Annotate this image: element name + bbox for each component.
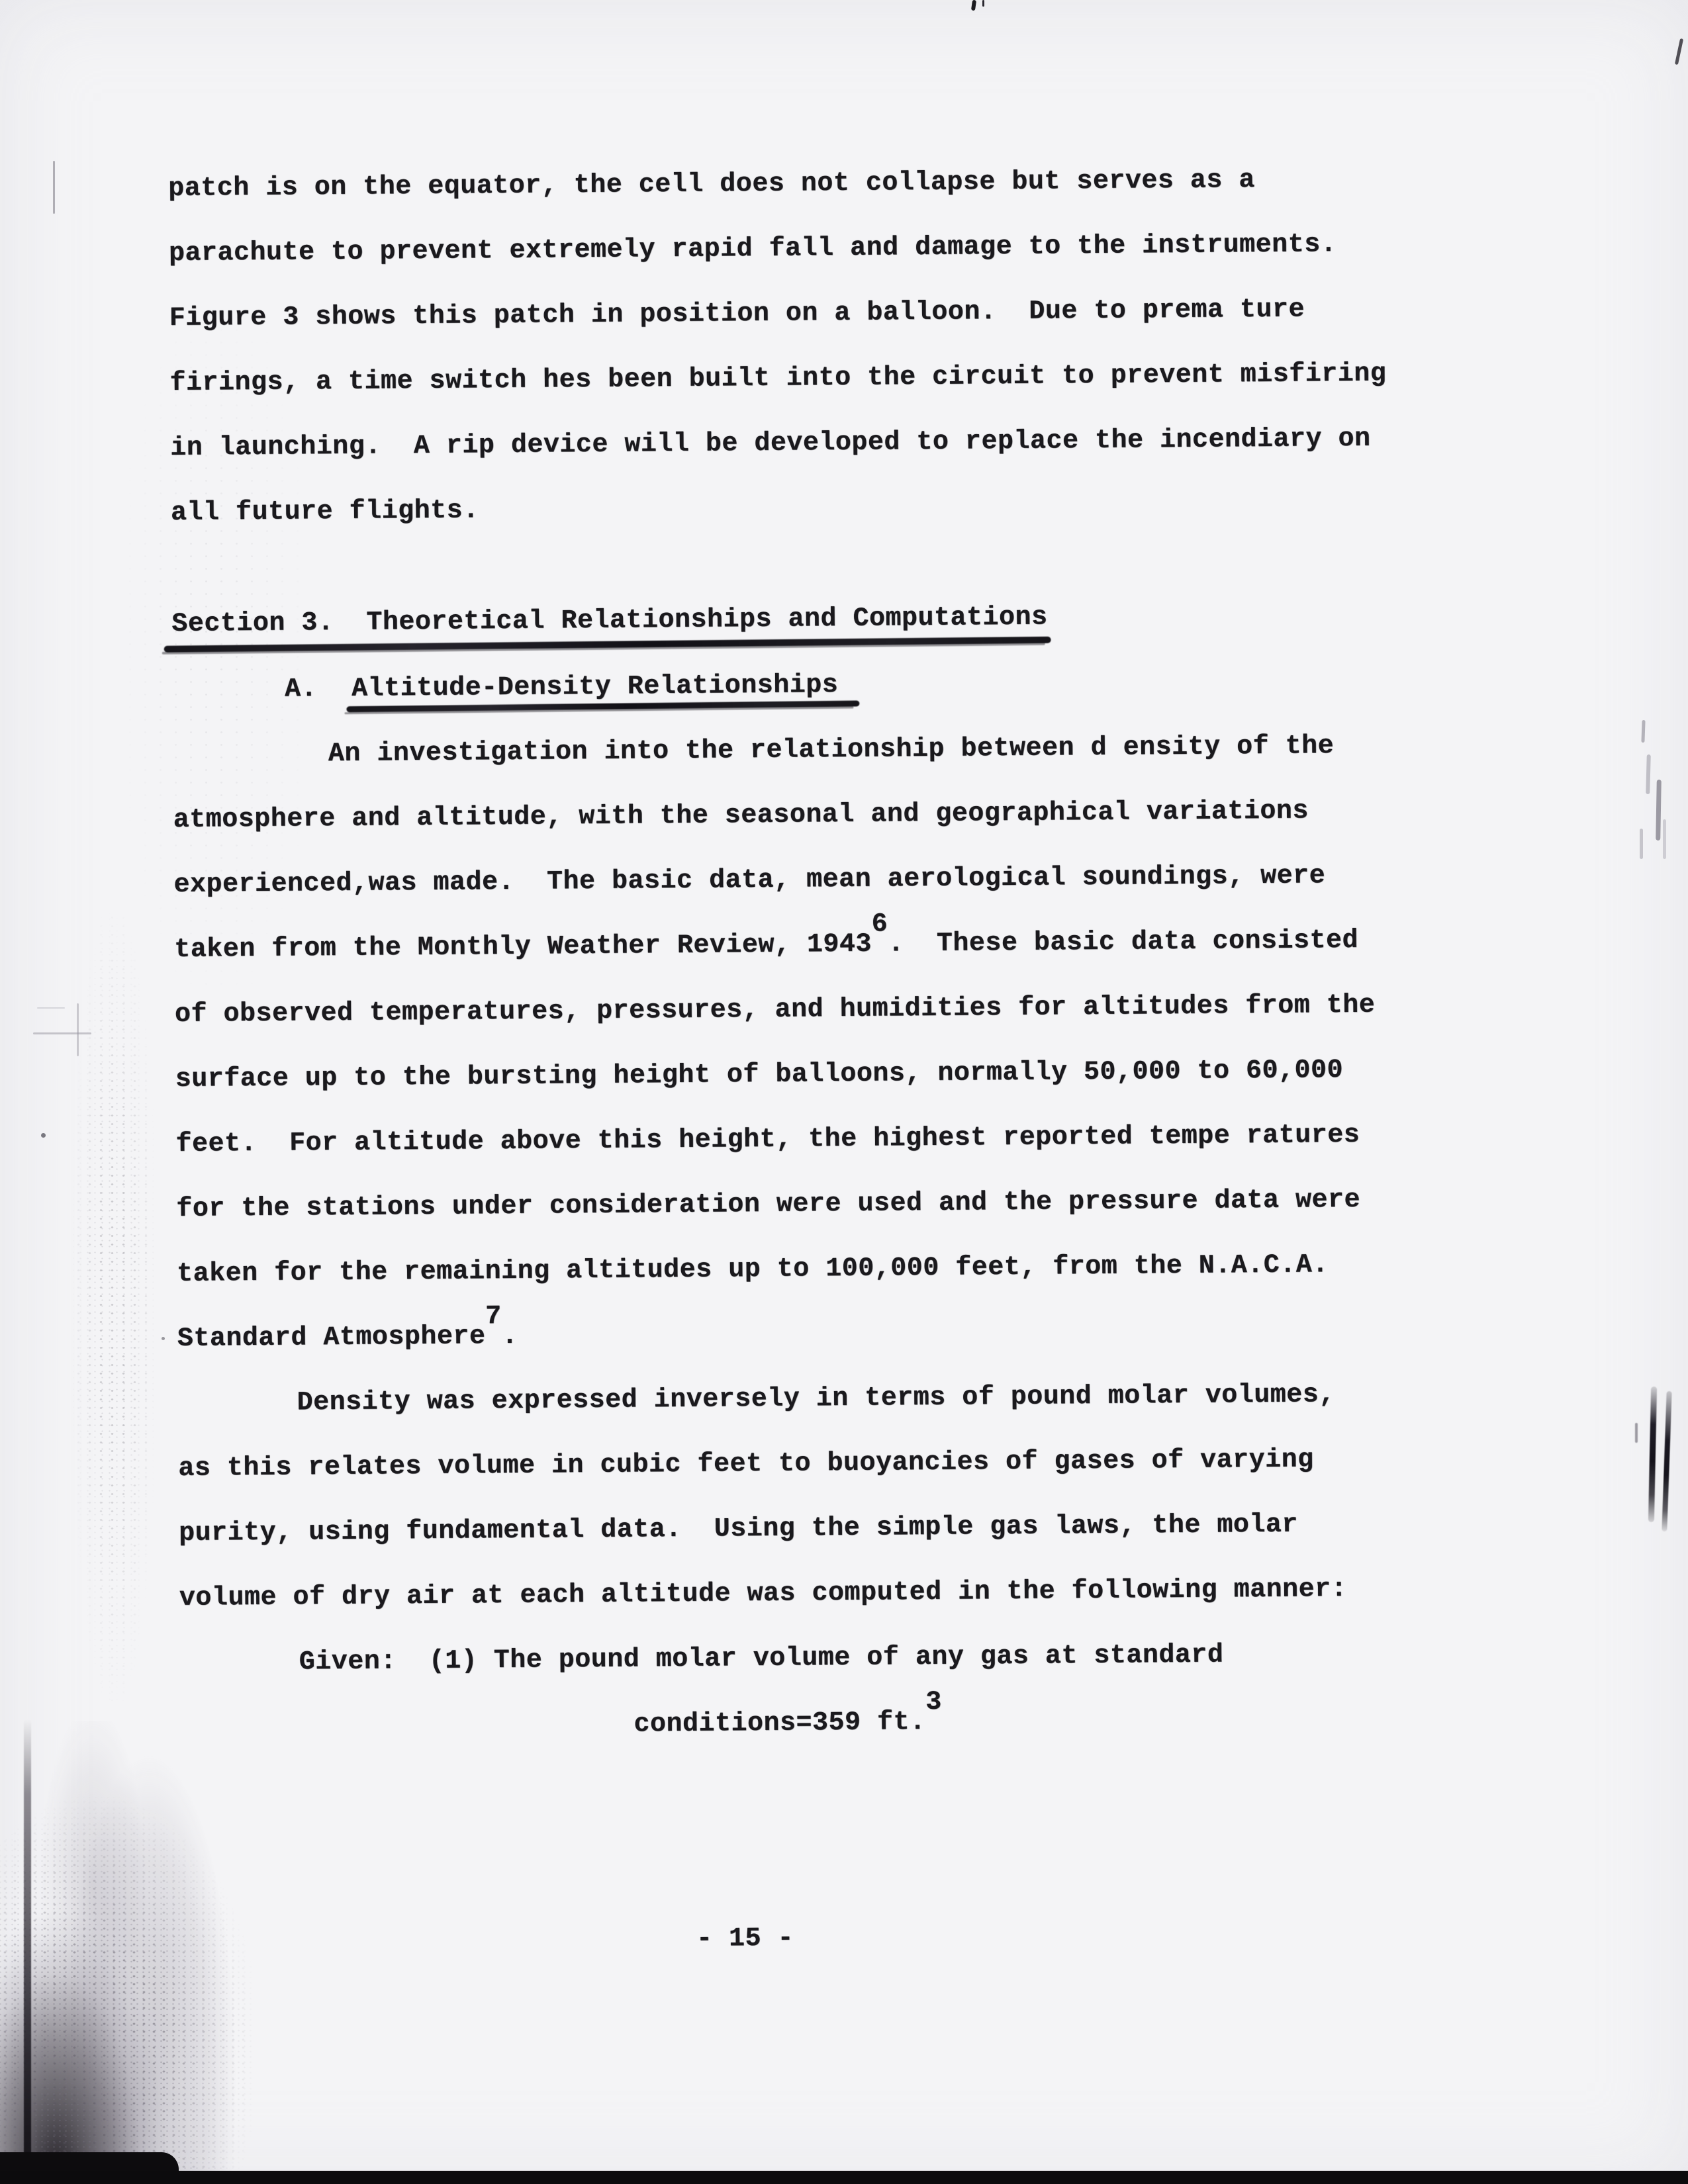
scan-mark-right-margin-dash bbox=[1663, 819, 1666, 859]
text-segment: taken from the Monthly Weather Review, 1943 bbox=[174, 929, 872, 965]
subsection-heading bbox=[285, 670, 838, 706]
text-line: purity, using fundamental data. Using the simple gas laws, the molar bbox=[179, 1510, 1299, 1549]
text-line: firings, a time switch hes been built into the circuit to prevent misfiring bbox=[169, 359, 1387, 398]
text-line: Figure 3 shows this patch in position on a balloon. Due to prema ture bbox=[169, 295, 1305, 334]
scan-mark-cross-horizontal bbox=[33, 1032, 91, 1034]
page-number: - 15 - bbox=[696, 1923, 794, 1954]
scan-mark-thin-line bbox=[53, 161, 55, 214]
text-line: taken for the remaining altitudes up to 100,000 feet, from the N.A.C.A. bbox=[176, 1250, 1329, 1289]
text-line: patch is on the equator, the cell does not collapse but serves as a bbox=[168, 165, 1256, 204]
text-segment: Standard Atmosphere bbox=[177, 1322, 486, 1354]
subsection-label: A. bbox=[285, 674, 318, 705]
text-line: feet. For altitude above this height, the highest reported tempe ratures bbox=[175, 1120, 1360, 1160]
text-line: experienced,was made. The basic data, mean aerological soundings, were bbox=[173, 861, 1326, 900]
scan-smudge-grain bbox=[0, 1734, 252, 2184]
scan-speckle-left-margin bbox=[73, 913, 156, 1701]
text-line: of observed temperatures, pressures, and humidities for altitudes from the bbox=[174, 990, 1376, 1030]
text-line: all future flights. bbox=[170, 496, 479, 528]
scan-mark-right-margin-dash bbox=[1640, 829, 1643, 859]
text-line-with-exponent bbox=[633, 1687, 943, 1741]
text-line: atmosphere and altitude, with the seasonal and geographical variations bbox=[173, 796, 1309, 835]
scan-mark-cross-horizontal-faint bbox=[37, 1007, 65, 1009]
text-line: Density was expressed inversely in terms of pound molar volumes, bbox=[297, 1380, 1336, 1418]
text-line: surface up to the bursting height of balloons, normally 50,000 to 60,000 bbox=[175, 1056, 1344, 1095]
text-segment: conditions=359 ft. bbox=[633, 1707, 926, 1740]
text-line: parachute to prevent extremely rapid fall and damage to the instruments. bbox=[168, 230, 1337, 269]
text-line-with-reference bbox=[177, 1302, 518, 1355]
scan-mark-dot bbox=[162, 1337, 165, 1340]
text-line-with-reference bbox=[174, 909, 1359, 966]
exponent: 3 bbox=[925, 1687, 943, 1718]
text-line: as this relates volume in cubic feet to buoyancies of gases of varying bbox=[178, 1445, 1314, 1484]
section-heading: Section 3. Theoretical Relationships and Computations bbox=[171, 602, 1048, 639]
scan-streak-left-edge bbox=[24, 1719, 31, 2184]
scan-speckle-upper-left-margin bbox=[122, 311, 308, 986]
subsection-title: Altitude-Density Relationships bbox=[352, 670, 839, 704]
scan-mark-cross-vertical bbox=[77, 1003, 79, 1056]
scan-black-bar-bottom-edge bbox=[0, 2171, 1688, 2184]
text-line: for the stations under consideration were used and the pressure data were bbox=[176, 1185, 1361, 1224]
text-segment: . These basic data consisted bbox=[888, 925, 1359, 960]
footnote-reference: 7 bbox=[485, 1302, 502, 1332]
text-line: volume of dry air at each altitude was computed in the following manner: bbox=[179, 1574, 1348, 1614]
scan-mark-top-edge-tick bbox=[982, 0, 984, 7]
text-segment: . bbox=[501, 1321, 518, 1352]
scan-mark-right-margin-stroke bbox=[1635, 1423, 1638, 1443]
text-line: An investigation into the relationship between d ensity of the bbox=[328, 731, 1335, 770]
text-line: in launching. A rip device will be developed to replace the incendiary on bbox=[170, 424, 1371, 463]
footnote-reference: 6 bbox=[871, 909, 888, 940]
scan-mark-dot bbox=[41, 1133, 46, 1138]
text-line: Given: (1) The pound molar volume of any gas at standard bbox=[299, 1640, 1224, 1678]
